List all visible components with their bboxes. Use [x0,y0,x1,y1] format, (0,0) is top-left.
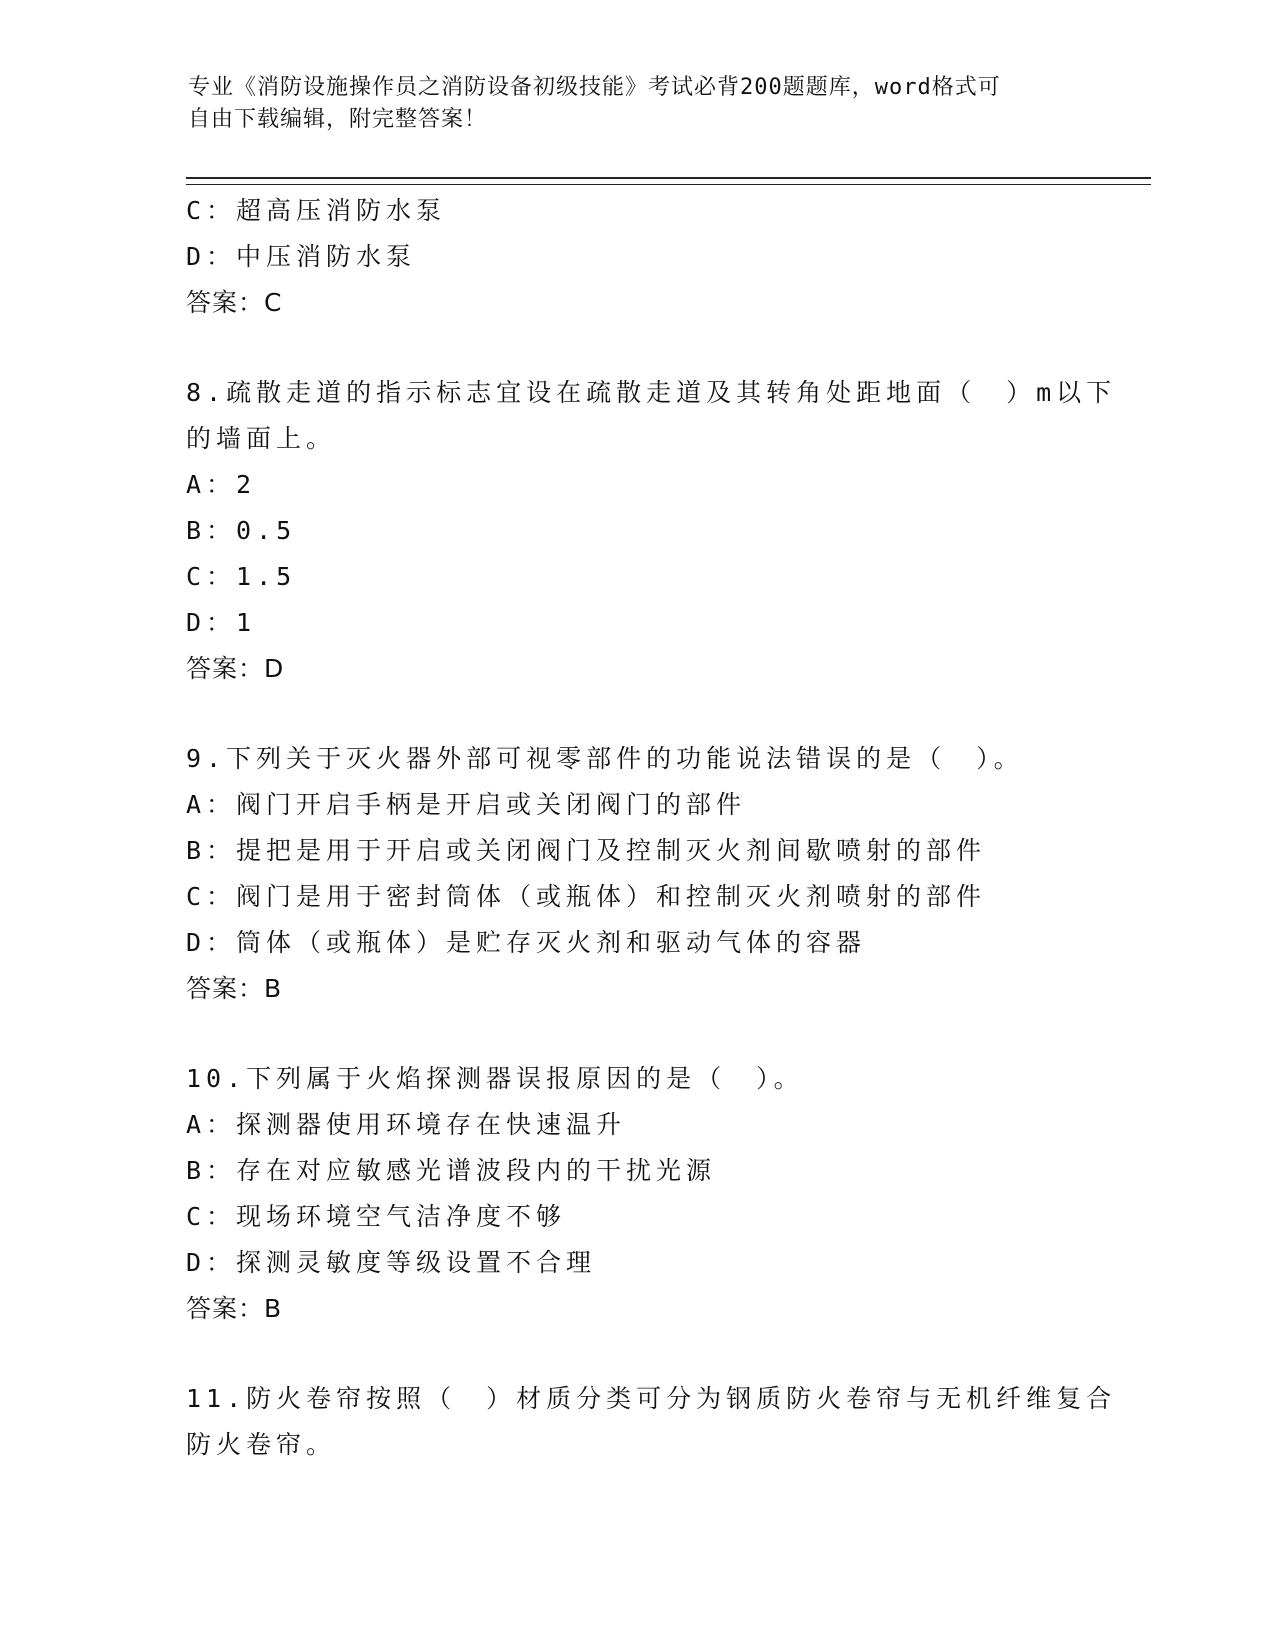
question-list [186,188,1117,1468]
answer: 答案：C [186,288,283,317]
option-d: D：筒体（或瓶体）是贮存灭火剂和驱动气体的容器 [186,928,867,957]
option-c: C：超高压消防水泵 [186,196,447,225]
answer: 答案：B [186,974,283,1003]
question-7 [186,188,1086,326]
option-d: D：探测灵敏度等级设置不合理 [186,1248,597,1277]
question-stem-line-1: 11.防火卷帘按照（ ）材质分类可分为钢质防火卷帘与无机纤维复合 [186,1384,1117,1413]
question-stem: 9.下列关于灭火器外部可视零部件的功能说法错误的是（ ）。 [186,744,1024,773]
question-stem-line-1: 8.疏散走道的指示标志宜设在疏散走道及其转角处距地面（ ）m以下 [186,378,1117,407]
option-c: C：现场环境空气洁净度不够 [186,1202,567,1231]
spacer [186,1012,1086,1056]
question-11 [186,1376,1117,1468]
spacer [186,1332,1086,1376]
question-stem: 10.下列属于火焰探测器误报原因的是（ ）。 [186,1064,804,1093]
answer: 答案：B [186,1294,283,1323]
option-a: A：阀门开启手柄是开启或关闭阀门的部件 [186,790,747,819]
option-c: C：阀门是用于密封筒体（或瓶体）和控制灭火剂喷射的部件 [186,882,987,911]
question-9 [186,736,1086,1012]
option-b: B：存在对应敏感光谱波段内的干扰光源 [186,1156,717,1185]
option-a: A：探测器使用环境存在快速温升 [186,1110,627,1139]
page-header [188,72,1068,136]
option-b: B：0.5 [186,516,297,545]
header-divider [186,177,1151,185]
spacer [186,326,1086,370]
question-stem-line-2: 的墙面上。 [186,424,337,453]
option-a: A：2 [186,470,257,499]
question-8 [186,370,1117,692]
option-d: D：1 [186,608,257,637]
spacer [186,692,1086,736]
option-c: C：1.5 [186,562,297,591]
option-b: B：提把是用于开启或关闭阀门及控制灭火剂间歇喷射的部件 [186,836,987,865]
answer: 答案：D [186,654,285,683]
question-stem-line-2: 防火卷帘。 [186,1430,337,1459]
header-line-1: 专业《消防设施操作员之消防设备初级技能》考试必背200题题库，word格式可 [188,75,1001,100]
header-line-2: 自由下载编辑，附完整答案！ [188,107,488,132]
option-d: D：中压消防水泵 [186,242,417,271]
question-10 [186,1056,1086,1332]
